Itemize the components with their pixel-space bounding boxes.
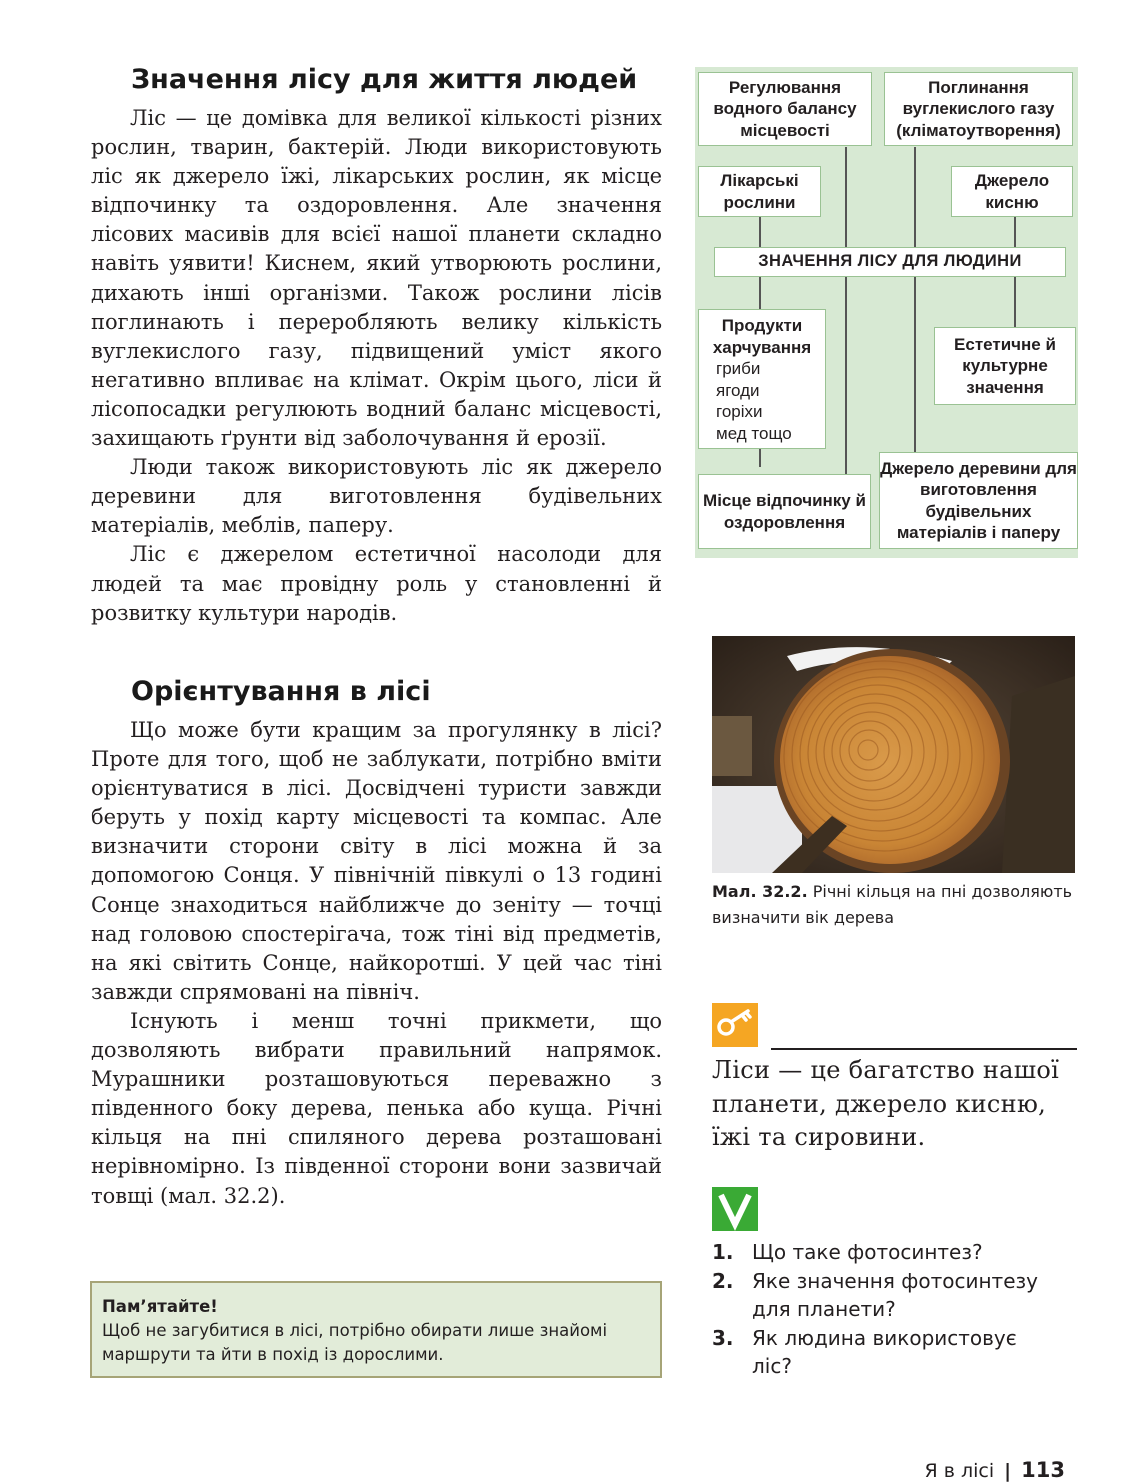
tree-rings-photo: [712, 636, 1075, 873]
diagram-box-rest: Місце відпочинку й оздоровлення: [698, 474, 871, 549]
food-item: горіхи: [716, 402, 763, 421]
forest-importance-diagram: [695, 67, 1078, 558]
diagram-box-co2: Поглинання вуглекислого газу (кліматоутворення): [884, 72, 1073, 146]
figure-caption-text: Річні кільця на пні дозволяють визначити вік дерева: [712, 882, 1073, 927]
section-heading-importance: Значення лісу для життя людей: [131, 64, 638, 95]
paragraph: Існують і менш точні прикмети, що дозволяють вибрати правильний напрямок. Мурашники розташовуються переважно з південного боку дерева, пенька або куща. Річні кільця на пні спиляного дерева розташовані нерівномірно. Із південної сторони вони зазвичай товщі (мал. 32.2).: [91, 1008, 662, 1208]
diagram-box-wood: Джерело деревини для виготовлення будівельних матеріалів і паперу: [879, 452, 1078, 549]
page-footer: [924, 1458, 1065, 1482]
key-underline: [771, 1048, 1077, 1050]
remember-text: Щоб не загубитися в лісі, потрібно обирати лише знайомі маршрути та йти в похід із дорослими.: [102, 1321, 608, 1364]
section-body-orientation: [91, 716, 662, 1211]
paragraph: Ліс є джерелом естетичної насолоди для людей та має провідну роль у становленні й розвитку культури народів.: [91, 542, 662, 625]
question-text: Що таке фотосинтез?: [752, 1240, 983, 1264]
footer-separator: |: [1004, 1460, 1012, 1482]
figure-caption: [712, 879, 1077, 931]
diagram-box-aesthetic: Естетичне й культурне значення: [934, 327, 1076, 405]
figure-label: Мал. 32.2.: [712, 882, 808, 901]
remember-title: Пам’ятайте!: [102, 1297, 218, 1316]
diagram-box-food: Продукти харчування гриби ягоди горіхи мед тощо: [698, 309, 826, 449]
paragraph: Що може бути кращим за прогулянку в лісі? Проте для того, щоб не заблукати, потрібно вміти орієнтуватися в лісі. Досвідчені туристи завжди беруть у похід карту місцевості та компас. Але визначити сторони світу в лісі можна й за допомогою Сонця. У північній півкулі о 13 годині Сонце знаходиться найближче до зеніту — точці над головою спостерігача, тож тіні від предметів, на які світить Сонце, найкоротші. У цей час тіні завжди спрямовані на північ.: [91, 718, 662, 1004]
food-item: мед тощо: [716, 423, 792, 443]
food-item: гриби: [716, 359, 761, 378]
remember-box: [90, 1281, 662, 1378]
question-text: Як людина використовує ліс?: [752, 1325, 1017, 1378]
paragraph: Люди також використовують ліс як джерело деревини для виготовлення будівельних матеріалів, меблів, паперу.: [91, 455, 662, 538]
paragraph: Ліс — це домівка для великої кількості різних рослин, тварин, бактерій. Люди використовують ліс як джерело їжі, лікарських рослин, як місце відпочинку та оздоровлення. Але значення лісових масивів для всієї нашої планети складно навіть уявити! Киснем, який утворюють рослини, дихають інші організми. Також рослини лісів поглинають і переробляють велику кількість вуглекислого газу, підвищений уміст якого негативно впливає на клімат. Окрім цього, ліси й лісопосадки регулюють водний баланс місцевості, захищають ґрунти від заболочування й ерозії.: [91, 106, 662, 451]
question-text: Яке значення фотосинтезу для планети?: [752, 1268, 1038, 1321]
checkmark-icon: [712, 1187, 758, 1231]
section-heading-orientation: Орієнтування в лісі: [131, 676, 431, 707]
food-item: ягоди: [716, 380, 760, 400]
question-item: 2. Яке значення фотосинтезу для планети?: [712, 1267, 1072, 1324]
question-item: 1. Що таке фотосинтез?: [712, 1238, 1072, 1267]
key-statement: Ліси — це багатство нашої планети, джерело кисню, їжі та сировини.: [712, 1056, 1060, 1151]
page-number: 113: [1021, 1458, 1065, 1482]
section-body-importance: [91, 104, 662, 628]
diagram-center-box: ЗНАЧЕННЯ ЛІСУ ДЛЯ ЛЮДИНИ: [714, 247, 1066, 277]
key-icon: [712, 1003, 758, 1047]
diagram-box-oxygen: Джерело кисню: [951, 166, 1073, 217]
diagram-box-water: Регулювання водного балансу місцевості: [698, 72, 872, 146]
question-item: 3. Як людина використовує ліс?: [712, 1324, 1072, 1381]
diagram-box-medicinal: Лікарські рослини: [698, 166, 821, 217]
footer-section: Я в лісі: [924, 1460, 995, 1482]
questions-list: [712, 1238, 1072, 1381]
